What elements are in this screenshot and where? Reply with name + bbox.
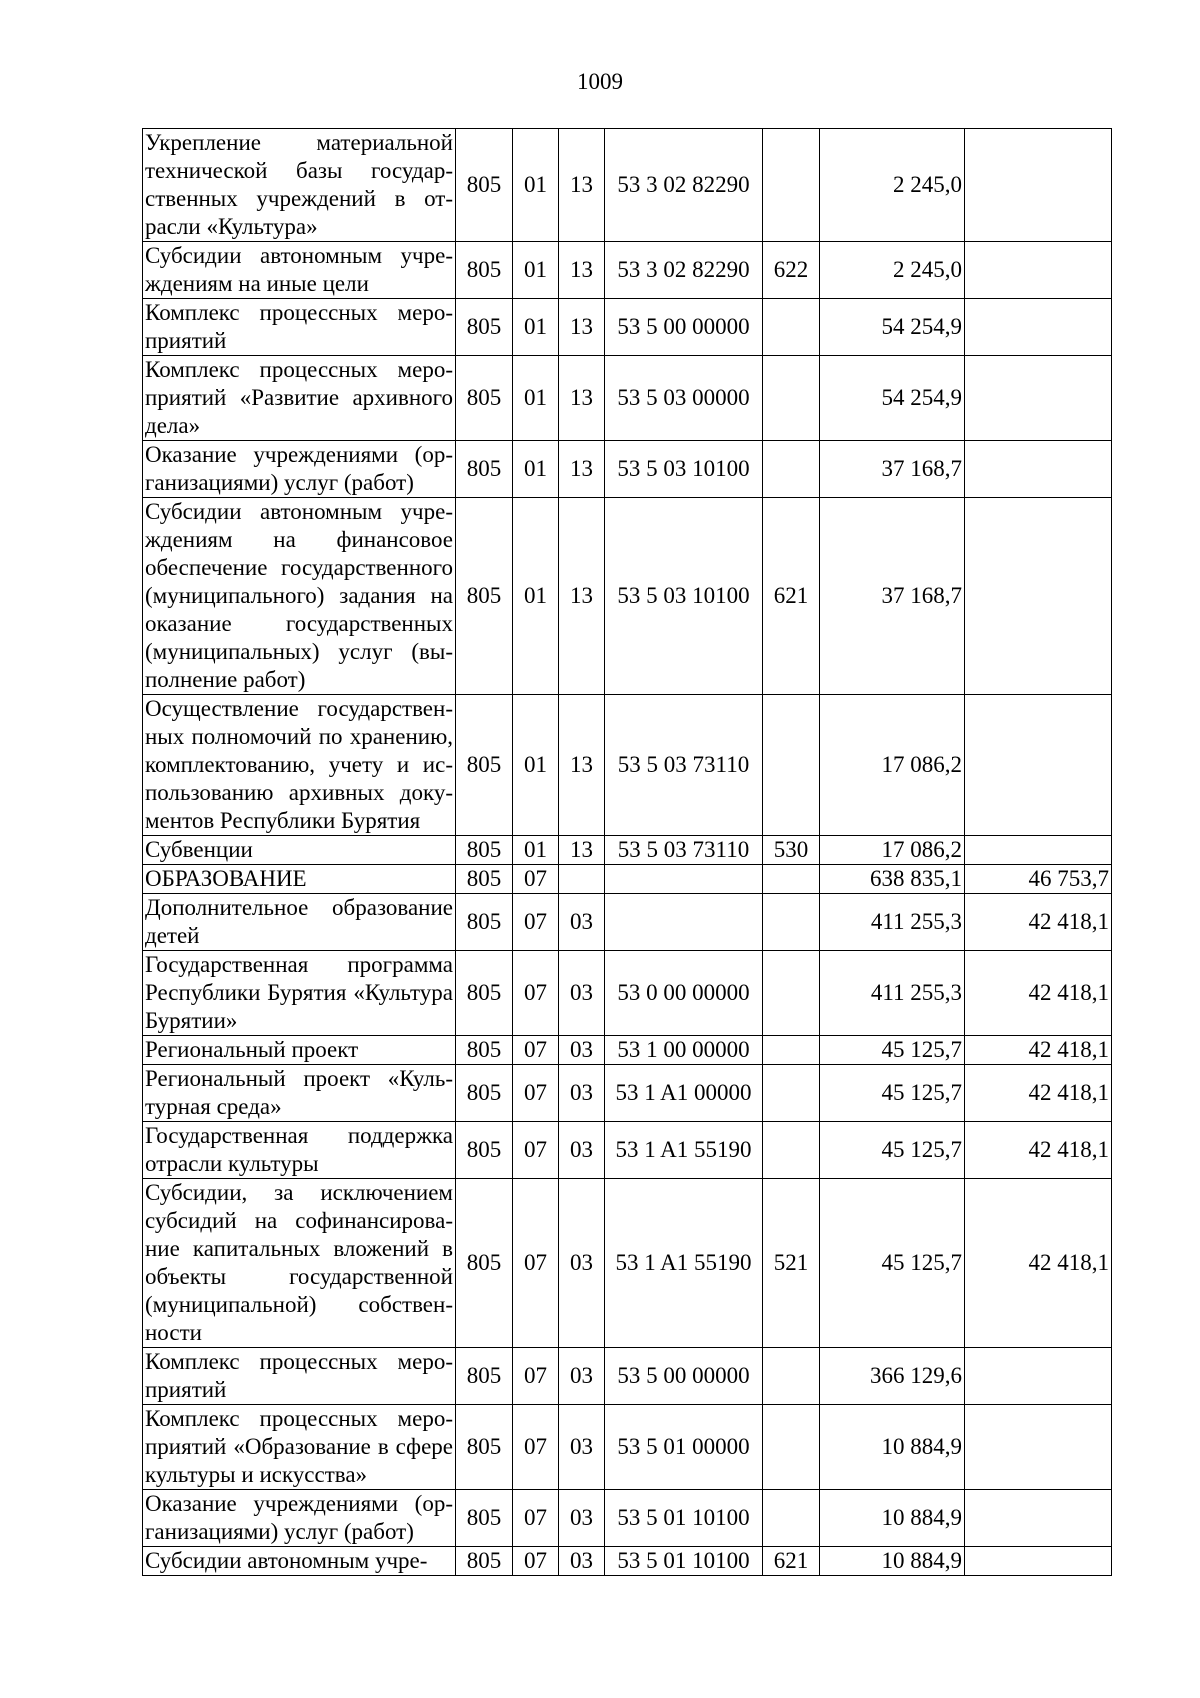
row-grbs-cell: 805 — [456, 129, 513, 242]
row-name-cell: Субсидии автономным учреждениям на иные цели — [143, 242, 456, 299]
row-name-cell: Комплекс процессных мероприятий — [143, 299, 456, 356]
row-subsection-cell: 13 — [559, 695, 605, 836]
row-federal-amount-cell — [965, 299, 1112, 356]
row-grbs-cell: 805 — [456, 1065, 513, 1122]
row-name-cell: Комплекс процессных мероприятий «Образование в сфере культуры и искусства» — [143, 1405, 456, 1490]
page-number: 1009 — [577, 69, 623, 94]
row-amount-cell: 10 884,9 — [820, 1547, 965, 1576]
row-expense-type-cell — [763, 1122, 820, 1179]
row-name-cell: Региональный проект — [143, 1036, 456, 1065]
row-federal-amount-cell: 46 753,7 — [965, 865, 1112, 894]
row-target-article-cell: 53 5 00 00000 — [605, 299, 763, 356]
row-subsection-cell: 13 — [559, 356, 605, 441]
row-expense-type-cell — [763, 129, 820, 242]
row-expense-type-cell: 621 — [763, 1547, 820, 1576]
row-section-cell: 07 — [513, 951, 559, 1036]
row-subsection-cell: 13 — [559, 242, 605, 299]
row-section-cell: 07 — [513, 1122, 559, 1179]
row-federal-amount-cell — [965, 129, 1112, 242]
row-expense-type-cell — [763, 695, 820, 836]
row-section-cell: 07 — [513, 865, 559, 894]
row-name-cell: Субсидии автономным учре- — [143, 1547, 456, 1576]
row-amount-cell: 45 125,7 — [820, 1036, 965, 1065]
row-federal-amount-cell — [965, 695, 1112, 836]
table-row — [143, 129, 1112, 242]
row-expense-type-cell — [763, 299, 820, 356]
row-target-article-cell: 53 5 01 10100 — [605, 1490, 763, 1547]
row-target-article-cell: 53 0 00 00000 — [605, 951, 763, 1036]
row-subsection-cell: 03 — [559, 1547, 605, 1576]
row-amount-cell: 45 125,7 — [820, 1065, 965, 1122]
row-amount-cell: 10 884,9 — [820, 1490, 965, 1547]
row-target-article-cell: 53 5 00 00000 — [605, 1348, 763, 1405]
row-federal-amount-cell: 42 418,1 — [965, 1122, 1112, 1179]
row-grbs-cell: 805 — [456, 242, 513, 299]
row-subsection-cell: 13 — [559, 299, 605, 356]
row-grbs-cell: 805 — [456, 1179, 513, 1348]
row-federal-amount-cell — [965, 836, 1112, 865]
row-section-cell: 01 — [513, 836, 559, 865]
row-amount-cell: 37 168,7 — [820, 498, 965, 695]
row-grbs-cell: 805 — [456, 894, 513, 951]
table-row — [143, 1490, 1112, 1547]
row-subsection-cell: 03 — [559, 1036, 605, 1065]
row-name-cell: Региональный проект «Культурная среда» — [143, 1065, 456, 1122]
row-federal-amount-cell — [965, 1405, 1112, 1490]
row-section-cell: 07 — [513, 1405, 559, 1490]
table-row — [143, 299, 1112, 356]
row-target-article-cell: 53 1 00 00000 — [605, 1036, 763, 1065]
row-amount-cell: 54 254,9 — [820, 356, 965, 441]
row-grbs-cell: 805 — [456, 951, 513, 1036]
row-target-article-cell — [605, 865, 763, 894]
table-row — [143, 1547, 1112, 1576]
row-grbs-cell: 805 — [456, 1348, 513, 1405]
row-amount-cell: 2 245,0 — [820, 129, 965, 242]
table-row — [143, 1405, 1112, 1490]
row-expense-type-cell — [763, 1036, 820, 1065]
row-grbs-cell: 805 — [456, 1405, 513, 1490]
row-name-cell: Государственная поддержка отрасли культуры — [143, 1122, 456, 1179]
row-grbs-cell: 805 — [456, 299, 513, 356]
row-section-cell: 07 — [513, 894, 559, 951]
row-target-article-cell: 53 1 A1 00000 — [605, 1065, 763, 1122]
table-row — [143, 242, 1112, 299]
row-subsection-cell: 13 — [559, 441, 605, 498]
row-expense-type-cell: 621 — [763, 498, 820, 695]
table-row — [143, 441, 1112, 498]
row-grbs-cell: 805 — [456, 1490, 513, 1547]
row-federal-amount-cell — [965, 1490, 1112, 1547]
row-federal-amount-cell: 42 418,1 — [965, 951, 1112, 1036]
table-row — [143, 1036, 1112, 1065]
row-name-cell: Дополнительное образование детей — [143, 894, 456, 951]
row-expense-type-cell — [763, 356, 820, 441]
row-subsection-cell: 03 — [559, 1065, 605, 1122]
table-row — [143, 951, 1112, 1036]
row-expense-type-cell — [763, 441, 820, 498]
row-section-cell: 01 — [513, 129, 559, 242]
row-federal-amount-cell: 42 418,1 — [965, 1065, 1112, 1122]
table-row — [143, 695, 1112, 836]
row-name-cell: Комплекс процессных мероприятий «Развитие архивного дела» — [143, 356, 456, 441]
row-name-cell: Субсидии, за исключением субсидий на софинансирование капитальных вложений в объекты государственной (муниципальной) собственности — [143, 1179, 456, 1348]
row-federal-amount-cell: 42 418,1 — [965, 894, 1112, 951]
row-expense-type-cell — [763, 865, 820, 894]
row-grbs-cell: 805 — [456, 695, 513, 836]
row-subsection-cell: 03 — [559, 1405, 605, 1490]
row-section-cell: 01 — [513, 299, 559, 356]
row-grbs-cell: 805 — [456, 356, 513, 441]
row-section-cell: 07 — [513, 1348, 559, 1405]
row-subsection-cell: 03 — [559, 951, 605, 1036]
row-expense-type-cell: 521 — [763, 1179, 820, 1348]
row-target-article-cell: 53 5 01 10100 — [605, 1547, 763, 1576]
row-expense-type-cell — [763, 1065, 820, 1122]
row-subsection-cell: 03 — [559, 894, 605, 951]
row-target-article-cell: 53 3 02 82290 — [605, 129, 763, 242]
row-expense-type-cell — [763, 1490, 820, 1547]
row-name-cell: Комплекс процессных мероприятий — [143, 1348, 456, 1405]
table-row — [143, 498, 1112, 695]
row-name-cell: Государственная программа Республики Бурятия «Культура Бурятии» — [143, 951, 456, 1036]
row-target-article-cell: 53 5 03 73110 — [605, 695, 763, 836]
table-row — [143, 836, 1112, 865]
row-expense-type-cell: 530 — [763, 836, 820, 865]
row-expense-type-cell: 622 — [763, 242, 820, 299]
row-grbs-cell: 805 — [456, 1036, 513, 1065]
row-expense-type-cell — [763, 894, 820, 951]
row-target-article-cell: 53 5 03 73110 — [605, 836, 763, 865]
row-name-cell: Субсидии автономным учреждениям на финансовое обеспечение государственного (муниципального) задания на оказание государственных (муниципальных) услуг (выполнение работ) — [143, 498, 456, 695]
row-federal-amount-cell — [965, 498, 1112, 695]
row-section-cell: 07 — [513, 1179, 559, 1348]
row-subsection-cell: 13 — [559, 129, 605, 242]
row-name-cell: ОБРАЗОВАНИЕ — [143, 865, 456, 894]
row-expense-type-cell — [763, 1348, 820, 1405]
row-section-cell: 07 — [513, 1065, 559, 1122]
row-name-cell: Субвенции — [143, 836, 456, 865]
row-section-cell: 01 — [513, 242, 559, 299]
row-grbs-cell: 805 — [456, 498, 513, 695]
table-row — [143, 1348, 1112, 1405]
row-target-article-cell — [605, 894, 763, 951]
row-amount-cell: 366 129,6 — [820, 1348, 965, 1405]
row-grbs-cell: 805 — [456, 1547, 513, 1576]
row-amount-cell: 411 255,3 — [820, 894, 965, 951]
row-amount-cell: 37 168,7 — [820, 441, 965, 498]
row-amount-cell: 2 245,0 — [820, 242, 965, 299]
row-name-cell: Оказание учреждениями (организациями) услуг (работ) — [143, 1490, 456, 1547]
row-section-cell: 07 — [513, 1036, 559, 1065]
row-grbs-cell: 805 — [456, 836, 513, 865]
table-row — [143, 894, 1112, 951]
row-federal-amount-cell — [965, 356, 1112, 441]
row-section-cell: 01 — [513, 695, 559, 836]
row-expense-type-cell — [763, 951, 820, 1036]
row-amount-cell: 45 125,7 — [820, 1179, 965, 1348]
row-subsection-cell: 03 — [559, 1490, 605, 1547]
row-section-cell: 07 — [513, 1490, 559, 1547]
row-amount-cell: 45 125,7 — [820, 1122, 965, 1179]
row-amount-cell: 54 254,9 — [820, 299, 965, 356]
row-target-article-cell: 53 5 03 10100 — [605, 498, 763, 695]
row-target-article-cell: 53 1 A1 55190 — [605, 1122, 763, 1179]
row-target-article-cell: 53 5 01 00000 — [605, 1405, 763, 1490]
row-grbs-cell: 805 — [456, 865, 513, 894]
table-row — [143, 1179, 1112, 1348]
row-amount-cell: 411 255,3 — [820, 951, 965, 1036]
row-amount-cell: 17 086,2 — [820, 695, 965, 836]
row-section-cell: 01 — [513, 498, 559, 695]
row-federal-amount-cell: 42 418,1 — [965, 1179, 1112, 1348]
row-section-cell: 07 — [513, 1547, 559, 1576]
row-amount-cell: 17 086,2 — [820, 836, 965, 865]
row-expense-type-cell — [763, 1405, 820, 1490]
row-amount-cell: 10 884,9 — [820, 1405, 965, 1490]
table-row — [143, 865, 1112, 894]
row-subsection-cell: 13 — [559, 498, 605, 695]
row-grbs-cell: 805 — [456, 441, 513, 498]
budget-table — [142, 128, 1112, 1576]
row-subsection-cell: 13 — [559, 836, 605, 865]
row-target-article-cell: 53 5 03 10100 — [605, 441, 763, 498]
table-row — [143, 1065, 1112, 1122]
row-federal-amount-cell: 42 418,1 — [965, 1036, 1112, 1065]
table-row — [143, 356, 1112, 441]
row-target-article-cell: 53 5 03 00000 — [605, 356, 763, 441]
row-subsection-cell: 03 — [559, 1179, 605, 1348]
row-amount-cell: 638 835,1 — [820, 865, 965, 894]
row-section-cell: 01 — [513, 356, 559, 441]
row-federal-amount-cell — [965, 1348, 1112, 1405]
row-subsection-cell: 03 — [559, 1122, 605, 1179]
row-name-cell: Оказание учреждениями (организациями) услуг (работ) — [143, 441, 456, 498]
row-federal-amount-cell — [965, 242, 1112, 299]
row-name-cell: Укрепление материальной технической базы государственных учреждений в отрасли «Культура» — [143, 129, 456, 242]
row-subsection-cell: 03 — [559, 1348, 605, 1405]
row-federal-amount-cell — [965, 441, 1112, 498]
row-target-article-cell: 53 1 A1 55190 — [605, 1179, 763, 1348]
row-name-cell: Осуществление государственных полномочий по хранению, комплектованию, учету и использованию архивных документов Республики Бурятия — [143, 695, 456, 836]
row-target-article-cell: 53 3 02 82290 — [605, 242, 763, 299]
row-grbs-cell: 805 — [456, 1122, 513, 1179]
row-section-cell: 01 — [513, 441, 559, 498]
row-subsection-cell — [559, 865, 605, 894]
row-federal-amount-cell — [965, 1547, 1112, 1576]
table-body — [143, 129, 1112, 1576]
table-row — [143, 1122, 1112, 1179]
